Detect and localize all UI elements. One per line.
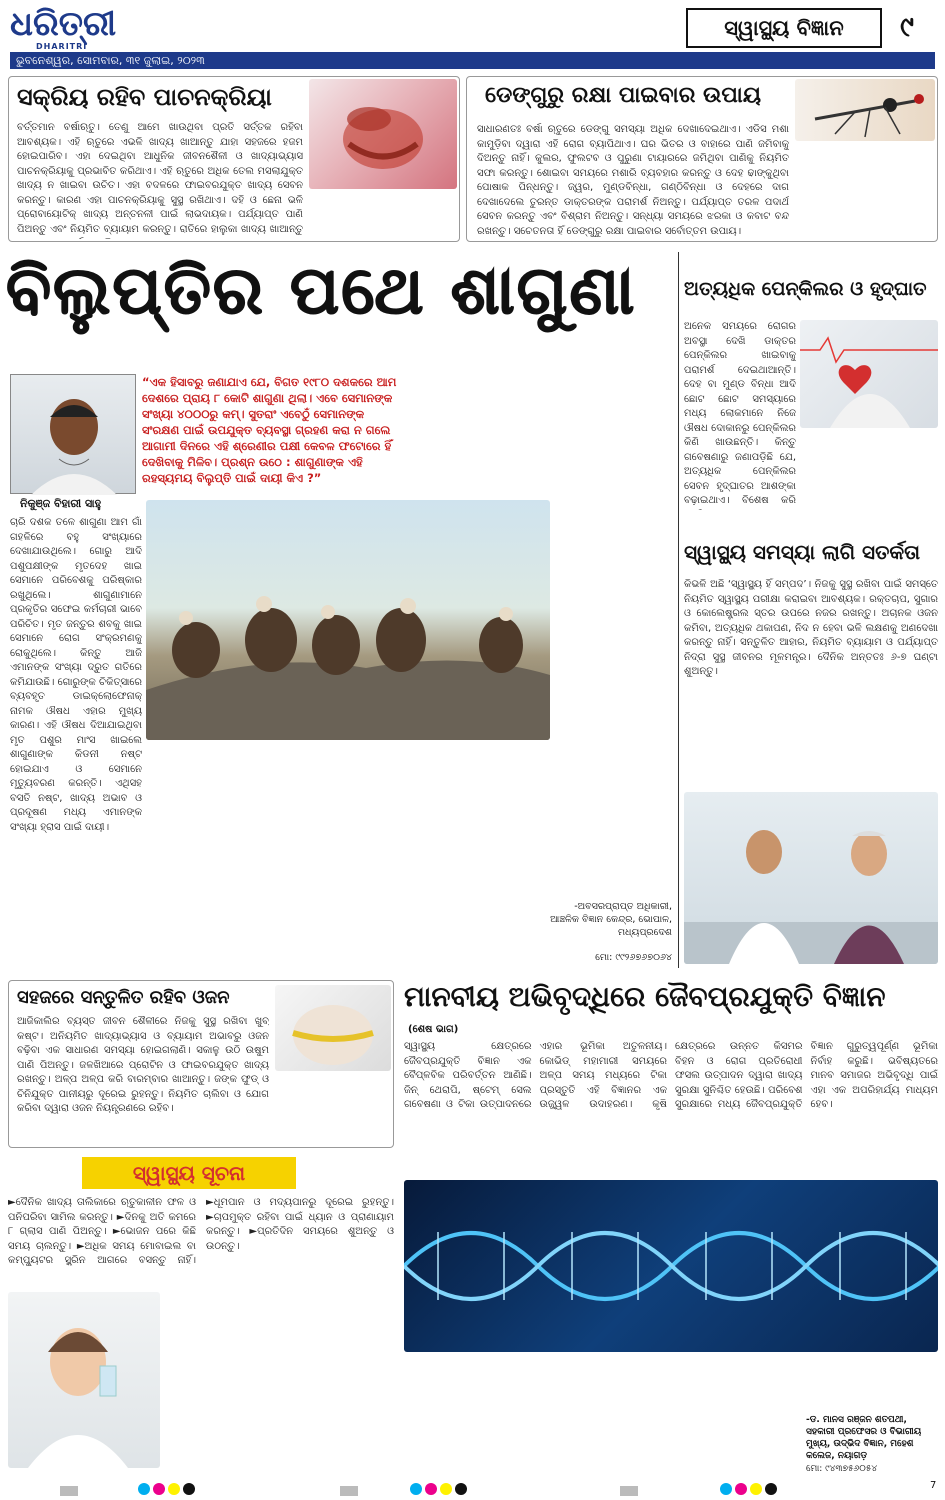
alert-body: କିଭଳି ଅଛି ‘ସ୍ୱାସ୍ଥ୍ୟ ହିଁ ସମ୍ପଦ’। ନିଜକୁ ସୁସ୍ଥ ରଖିବା ପାଇଁ ସମସ୍ତେ ନିୟମିତ ସ୍ୱାସ୍ଥ୍ୟ ପରୀକ୍ଷା କରାଇବା ଆବଶ୍ୟକ। ରକ୍ତଚାପ, ସୁଗାର ଓ କୋଲେଷ୍ଟ୍ରଲ ସ୍ତର ଉପରେ ନଜର ରଖନ୍ତୁ। ଅଚାନକ ଓଜନ କମିବା, ଅତ୍ୟଧିକ ଥକାପଣ, ନିଦ ନ ହେବା ଭଳି ଲକ୍ଷଣକୁ ଅଣଦେଖା କରନ୍ତୁ ନାହିଁ। ସନ୍ତୁଳିତ ଆହାର, ନିୟମିତ ବ୍ୟାୟାମ ଓ ପର୍ଯ୍ୟାପ୍ତ ନିଦ୍ରା ସୁସ୍ଥ ଜୀବନର ମୂଳମନ୍ତ୍ର। ଦୈନିକ ଅନ୍ତତଃ ୬-୭ ଘଣ୍ଟା ଶୁଅନ୍ତୁ। xyxy=(684,579,938,677)
print-color-marks-left xyxy=(138,1480,198,1499)
main-story-body-col3 xyxy=(278,744,404,964)
section-tag: ସ୍ୱାସ୍ଥ୍ୟ ବିଜ୍ଞାନ xyxy=(686,8,882,48)
doctor-patient-photo xyxy=(684,792,938,964)
biotech-continued-label: (ଶେଷ ଭାଗ) xyxy=(408,1024,459,1035)
dengue-article xyxy=(466,76,938,242)
main-story-body-col1: ଚାରି ଦଶକ ତଳେ ଶାଗୁଣା ଆମ ଗାଁ ଗହଳିରେ ବହୁ ସଂଖ୍ୟାରେ ଦେଖାଯାଉଥିଲେ। ଗୋରୁ ଆଦି ପଶୁପକ୍ଷୀଙ୍କ ମୃତଦେହ ଖାଇ ସେମାନେ ପରିବେଶକୁ ପରିଷ୍କାର ରଖୁଥିଲେ। ଶାଗୁଣାମାନେ ପ୍ରକୃତିର ସଫେଇ କର୍ମଚାରୀ ଭାବେ ପରିଚିତ। ମୃତ ଜନ୍ତୁର ଶବକୁ ଖାଇ ସେମାନେ ରୋଗ ସଂକ୍ରମଣକୁ ରୋକୁଥିଲେ। କିନ୍ତୁ ଆଜି ଏମାନଙ୍କ ସଂଖ୍ୟା ଦ୍ରୁତ ଗତିରେ କମିଯାଉଛି। ଗୋରୁଙ୍କ ଚିକିତ୍ସାରେ ବ୍ୟବହୃତ ଡାଇକ୍ଲୋଫେନାକ୍ ନାମକ ଔଷଧ ଏହାର ମୁଖ୍ୟ କାରଣ। ଏହି ଔଷଧ ଦିଆଯାଇଥିବା ମୃତ ପଶୁର ମାଂସ ଖାଇଲେ ଶାଗୁଣାଙ୍କ କିଡନୀ ନଷ୍ଟ ହୋଇଯାଏ ଓ ସେମାନେ ମୃତ୍ୟୁବରଣ କରନ୍ତି। ଏଥିସହ ବସତି ନଷ୍ଟ, ଖାଦ୍ୟ ଅଭାବ ଓ ପ୍ରଦୂଷଣ ମଧ୍ୟ ଏମାନଙ୍କ ସଂଖ୍ୟା ହ୍ରାସ ପାଇଁ ଦାୟୀ। xyxy=(10,517,142,833)
biotech-title: ମାନବୀୟ ଅଭିବୃଦ୍ଧିରେ ଜୈବପ୍ରଯୁକ୍ତି ବିଜ୍ଞାନ xyxy=(404,980,886,1013)
masthead-logo-sub: DHARITRI xyxy=(36,42,88,51)
health-tips-body-continued xyxy=(166,1292,394,1468)
footer-page-marker: 7 xyxy=(930,1480,937,1491)
dna-helix-illustration xyxy=(404,1180,938,1352)
main-story-body-col2 xyxy=(146,744,272,964)
alert-title: ସ୍ୱାସ୍ଥ୍ୟ ସମସ୍ୟା ଲାଗି ସତର୍କତା xyxy=(684,540,921,564)
digestion-title: ସକ୍ରିୟ ରହିବ ପାଚନକ୍ରିୟା xyxy=(17,83,272,111)
painkiller-title: ଅତ୍ୟଧିକ ପେନ୍‌କିଲର ଓ ହୃଦ୍‌ଘାତ xyxy=(684,278,927,300)
digestion-body-continued xyxy=(309,193,455,239)
heart-illustration xyxy=(800,320,938,428)
health-tips-banner xyxy=(82,1157,296,1189)
weight-body: ଆଜିକାଲିର ବ୍ୟସ୍ତ ଜୀବନ ଶୈଳୀରେ ନିଜକୁ ସୁସ୍ଥ ରଖିବା ଖୁବ୍ କଷ୍ଟ। ଅନିୟମିତ ଖାଦ୍ୟାଭ୍ୟାସ ଓ ବ୍ୟାୟାମ ଅଭାବରୁ ଓଜନ ବଢ଼ିବା ଏକ ସାଧାରଣ ସମସ୍ୟା ହୋଇଗଲାଣି। ସକାଳୁ ଉଠି ଉଷୁମ ପାଣି ପିଅନ୍ତୁ। ଜଳଖିଆରେ ପ୍ରୋଟିନ ଓ ଫାଇବରଯୁକ୍ତ ଖାଦ୍ୟ ରଖନ୍ତୁ। ଅଳ୍ପ ଅଳ୍ପ କରି ବାରମ୍ବାର ଖାଆନ୍ତୁ। ଜଙ୍କ ଫୁଡ୍ ଓ ଚିନିଯୁକ୍ତ ପାନୀୟରୁ ଦୂରେଇ ରୁହନ୍ତୁ। ନିୟମିତ ଚାଲିବା ଓ ଯୋଗ କରିବା ଦ୍ୱାରା ଓଜନ ନିୟନ୍ତ୍ରଣରେ ରହିବ। xyxy=(17,1016,269,1114)
dengue-title: ଡେଙ୍ଗୁରୁ ରକ୍ଷା ପାଇବାର ଉପାୟ xyxy=(485,83,761,108)
masthead-logo: ଧରିତ୍ରୀ xyxy=(10,4,117,44)
print-grey-marks-3 xyxy=(620,1481,638,1500)
health-tips-body: ►ଦୈନିକ ଖାଦ୍ୟ ତାଲିକାରେ ଋତୁକାଳୀନ ଫଳ ଓ ପନିପରିବା ସାମିଲ କରନ୍ତୁ। ►ଦିନକୁ ଅତି କମରେ ୮ ଗ୍ଲାସ ପାଣି ପିଅନ୍ତୁ। ►ଭୋଜନ ପରେ କିଛି ସମୟ ଚାଲନ୍ତୁ। ►ଅଧିକ ସମୟ ମୋବାଇଲ ବା କମ୍ପ୍ୟୁଟର ସ୍କ୍ରିନ ଆଗରେ ବସନ୍ତୁ ନାହିଁ। ►ଧୂମପାନ ଓ ମଦ୍ୟପାନରୁ ଦୂରେଇ ରୁହନ୍ତୁ। ►ଚାପମୁକ୍ତ ରହିବା ପାଇଁ ଧ୍ୟାନ ଓ ପ୍ରାଣାୟାମ କରନ୍ତୁ। ►ପ୍ରତିଦିନ ସମୟରେ ଶୁଅନ୍ତୁ ଓ ଉଠନ୍ତୁ। xyxy=(8,1197,394,1266)
author-name: ନିକୁଞ୍ଜ ବିହାରୀ ସାହୁ xyxy=(20,497,102,510)
biotech-byline: -ଡ. ମାନସ ରଞ୍ଜନ ଶତପଥୀ, ସହକାରୀ ପ୍ରଫେସର ଓ ବିଭାଗୀୟ ମୁଖ୍ୟ, ଉଦ୍ଭିଦ ବିଜ୍ଞାନ, ମହେଶ କଲେଜ, ନୟାଗଡ଼ xyxy=(806,1415,922,1461)
woman-drinking-water-photo xyxy=(8,1292,160,1468)
main-story-phone: ମୋ: ୯୯୨୬୭୬୭୦୬୪ xyxy=(595,952,672,963)
intestine-illustration xyxy=(309,79,457,189)
weight-article xyxy=(8,980,394,1148)
digestion-article xyxy=(8,76,460,242)
woman-drinking-illustration xyxy=(8,1292,160,1468)
health-tips-title: ସ୍ୱାସ୍ଥ୍ୟ ସୂଚନା xyxy=(132,1161,246,1185)
main-story-byline: -ଅବସରପ୍ରାପ୍ତ ଅଧିକାରୀ, ଆଞ୍ଚଳିକ ବିଜ୍ଞାନ କେନ୍ଦ୍ର, ଭୋପାଳ, ମଧ୍ୟପ୍ରଦେଶ xyxy=(550,901,672,938)
page-number: ୯ xyxy=(900,10,914,43)
dengue-body-continued xyxy=(795,145,933,239)
doctor-patient-illustration xyxy=(684,792,938,964)
print-grey-marks-2 xyxy=(340,1481,358,1500)
print-color-marks-center xyxy=(410,1480,470,1499)
painkiller-body: ଅନେକ ସମୟରେ ରୋଗର ଅବସ୍ଥା ଦେଖି ଡାକ୍ତର ପେନ୍‌କିଲର ଖାଇବାକୁ ପରାମର୍ଶ ଦେଇଥାଆନ୍ତି। ଦେହ ବା ମୁଣ୍ଡ ବିନ୍ଧା ଆଦି ଛୋଟ ଛୋଟ ସମସ୍ୟାରେ ମଧ୍ୟ ଲୋକମାନେ ନିଜେ ଔଷଧ ଦୋକାନରୁ ପେନ୍‌କିଲର କିଣି ଖାଉଛନ୍ତି। କିନ୍ତୁ ଗବେଷଣାରୁ ଜଣାପଡ଼ିଛି ଯେ, ଅତ୍ୟଧିକ ପେନ୍‌କିଲର ସେବନ ହୃଦ୍‌ଘାତର ଆଶଙ୍କା ବଢ଼ାଇଥାଏ। ବିଶେଷ କରି xyxy=(684,321,796,506)
painkiller-body-continued xyxy=(684,434,938,526)
dna-photo xyxy=(404,1180,938,1352)
print-grey-marks xyxy=(60,1481,78,1500)
column-divider xyxy=(678,252,679,968)
dengue-body: ସାଧାରଣତଃ ବର୍ଷା ଋତୁରେ ଡେଙ୍ଗୁ ସମସ୍ୟା ଅଧିକ ଦେଖାଦେଇଥାଏ। ଏଡିସ ମଶା କାମୁଡ଼ିବା ଦ୍ୱାରା ଏହି ରୋଗ ବ୍ୟାପିଥାଏ। ଘର ଭିତର ଓ ବାହାରେ ପାଣି ଜମିବାକୁ ଦିଅନ୍ତୁ ନାହିଁ। କୁଲର, ଫୁଲଟବ ଓ ପୁରୁଣା ଟାୟାରରେ ଜମିଥିବା ପାଣିକୁ ନିୟମିତ ସଫା କରନ୍ତୁ। ଶୋଇବା ସମୟରେ ମଶାରି ବ୍ୟବହାର କରନ୍ତୁ ଓ ଦେହ ଢାଙ୍କୁଥିବା ପୋଷାକ ପିନ୍ଧନ୍ତୁ। ଜ୍ୱର, ମୁଣ୍ଡବିନ୍ଧା, ଗଣ୍ଠିବିନ୍ଧା ଓ ଦେହରେ ଦାଗ ଦେଖାଦେଲେ ତୁରନ୍ତ ଡାକ୍ତରଙ୍କ ପରାମର୍ଶ ନିଅନ୍ତୁ। ପର୍ଯ୍ୟାପ୍ତ ତରଳ ପଦାର୍ଥ ସେବନ କରନ୍ତୁ ଏବଂ ବିଶ୍ରାମ ନିଅନ୍ତୁ। ସନ୍ଧ୍ୟା ସମୟରେ ଝରକା ଓ କବାଟ ବନ୍ଦ ରଖନ୍ତୁ। ସଚେତନତା ହିଁ ଡେଙ୍ଗୁରୁ ରକ୍ଷା ପାଇବାର ସର୍ବୋତ୍ତମ ଉପାୟ। xyxy=(477,124,789,237)
biotech-phone: ମୋ: ୯୪୩୭୫୬୦୫୪ xyxy=(806,1464,878,1474)
biotech-body: ସ୍ୱାସ୍ଥ୍ୟ କ୍ଷେତ୍ରରେ ଜୈବପ୍ରଯୁକ୍ତି ବିଜ୍ଞାନ ଏକ ବୈପ୍ଳବିକ ପରିବର୍ତ୍ତନ ଆଣିଛି। ଜିନ୍ ଥେରାପି, ଷ୍ଟେମ୍ ସେଲ ଗବେଷଣା ଓ ଟିକା ଉତ୍ପାଦନରେ ଏହାର ଭୂମିକା ଅତୁଳନୀୟ। କୋଭିଡ୍ ମହାମାରୀ ସମୟରେ ଅଳ୍ପ ସମୟ ମଧ୍ୟରେ ଟିକା ପ୍ରସ୍ତୁତି ଏହି ବିଜ୍ଞାନର ଏକ ଉଜ୍ଜ୍ୱଳ ଉଦାହରଣ। କୃଷି କ୍ଷେତ୍ରରେ ଉନ୍ନତ କିସମର ବିହନ ଓ ରୋଗ ପ୍ରତିରୋଧୀ ଫସଲ ଉତ୍ପାଦନ ଦ୍ୱାରା ଖାଦ୍ୟ ସୁରକ୍ଷା ସୁନିଶ୍ଚିତ ହେଉଛି। ପରିବେଶ ସୁରକ୍ଷାରେ ମଧ୍ୟ ଜୈବପ୍ରଯୁକ୍ତି ବିଜ୍ଞାନ ଗୁରୁତ୍ୱପୂର୍ଣ୍ଣ ଭୂମିକା ନିର୍ବାହ କରୁଛି। ଭବିଷ୍ୟତରେ ମାନବ ସମାଜର ଅଭିବୃଦ୍ଧି ପାଇଁ ଏହା ଏକ ଅପରିହାର୍ଯ୍ୟ ମାଧ୍ୟମ ହେବ। xyxy=(404,1041,938,1110)
print-color-marks-right xyxy=(720,1480,780,1499)
author-portrait xyxy=(11,375,137,495)
main-story-body-col5 xyxy=(546,376,672,888)
mosquito-illustration xyxy=(795,79,935,141)
dateline: ଭୁବନେଶ୍ୱର, ସୋମବାର, ୩୧ ଜୁଲାଇ, ୨୦୨୩ xyxy=(10,52,935,69)
mosquito-photo xyxy=(795,79,935,141)
author-photo xyxy=(10,374,136,494)
main-story-body-col4 xyxy=(410,376,540,964)
main-story-title: ବିଲୁପ୍ତିର ପଥେ ଶାଗୁଣା xyxy=(6,252,637,329)
weight-title: ସହଜରେ ସନ୍ତୁଳିତ ରହିବ ଓଜନ xyxy=(17,987,230,1008)
digestion-body: ବର୍ତ୍ତମାନ ବର୍ଷାଋତୁ। ତେଣୁ ଆମେ ଖାଉଥିବା ପ୍ରତି ସର୍ତ୍ତକ ରହିବା ଆବଶ୍ୟକ। ଏହି ଋତୁରେ ଏଭଳି ଖାଦ୍ୟ ଖାଆନ୍ତୁ ଯାହା ସହଜରେ ହଜମ ହୋଇପାରିବ। ଏହା ଦେଇଥିବା ଆଧୁନିକ ଜୀବନଶୈଳୀ ଓ ଖାଦ୍ୟାଭ୍ୟାସ ପାଚନକ୍ରିୟାକୁ ପ୍ରଭାବିତ କରିଥାଏ। ଏହି ଋତୁରେ ଅଧିକ ତେଲ ମସଲାଯୁକ୍ତ ଖାଦ୍ୟ ନ ଖାଇବା ଉଚିତ। ଏହା ବଦଳରେ ଫାଇବରଯୁକ୍ତ ଖାଦ୍ୟ ସେବନ କରନ୍ତୁ। କାରଣ ଏହା ପାଚନକ୍ରିୟାକୁ ସୁସ୍ଥ ରଖିଥାଏ। ଦହି ଓ ଛେନା ଭଳି ପ୍ରୋବାୟୋଟିକ୍ ଖାଦ୍ୟ ଅନ୍ତନଳୀ ପାଇଁ ଲାଭଦାୟକ। ପର୍ଯ୍ୟାପ୍ତ ପାଣି ପିଅନ୍ତୁ ଏବଂ ନିୟମିତ ବ୍ୟାୟାମ କରନ୍ତୁ। ରାତିରେ ହାଲୁକା ଖାଦ୍ୟ ଖାଆନ୍ତୁ xyxy=(17,122,303,235)
digestive-system-photo xyxy=(309,79,457,189)
main-story-quote: “ଏକ ହିସାବରୁ ଜଣାଯାଏ ଯେ, ବିଗତ ୧୯୮୦ ଦଶକରେ ଆମ ଦେଶରେ ପ୍ରାୟ ୮ କୋଟି ଶାଗୁଣା ଥିଲା। ଏବେ ସେମାନଙ୍କ ସଂଖ୍ୟା ୪୦୦୦ରୁ କମ୍। ସୁତରାଂ ଏବେଠୁଁ ସେମାନଙ୍କ ସଂରକ୍ଷଣ ପାଇଁ ଉପଯୁକ୍ତ ବ୍ୟବସ୍ଥା ଗ୍ରହଣ କରା ନ ଗଲେ ଆଗାମୀ ଦିନରେ ଏହି ଶ୍ରେଣୀର ପକ୍ଷୀ କେବଳ ଫଟୋରେ ହିଁ ଦେଖିବାକୁ ମିଳିବ। ପ୍ରଶ୍ନ ଉଠେ : ଶାଗୁଣାଙ୍କ ଏହି ରହସ୍ୟମୟ ବିଲୁପ୍ତି ପାଇଁ ଦାୟୀ କିଏ ?” xyxy=(142,375,397,485)
measuring-tape-photo xyxy=(275,985,391,1071)
chest-pain-photo xyxy=(800,320,938,428)
waist-measure-illustration xyxy=(275,985,391,1071)
